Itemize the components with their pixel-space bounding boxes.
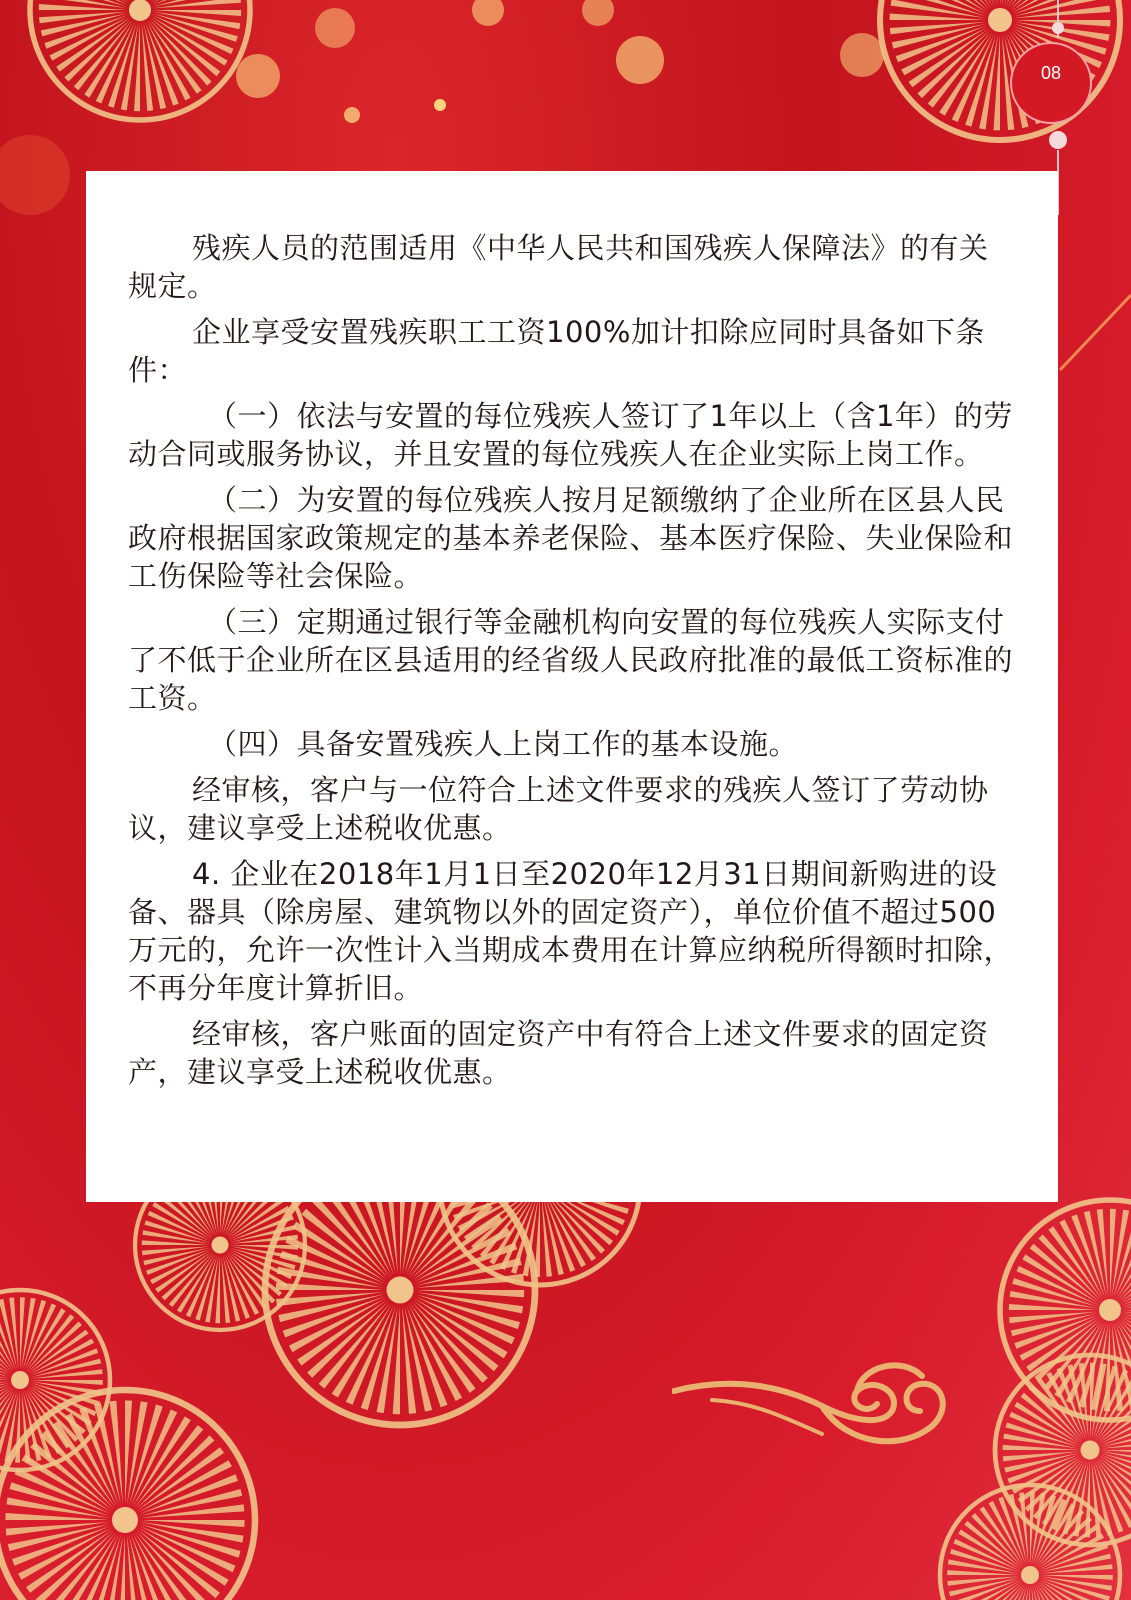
content-card [86, 171, 1058, 1202]
auspicious-cloud-icon [672, 1356, 962, 1466]
light-streak [1060, 295, 1131, 370]
page-number: 08 [1040, 63, 1062, 83]
paragraph: 企业享受安置残疾职工工资100%加计扣除应同时具备如下条件： [128, 315, 985, 387]
paragraph: 4. 企业在2018年1月1日至2020年12月31日期间新购进的设备、器具（除房屋、建筑物以外的固定资产），单位价值不超过500万元的，允许一次性计入当期成本费用在计算应纳税所得额时扣除，不再分年度计算折旧。 [128, 857, 1014, 1005]
paragraph: （一）依法与安置的每位残疾人签订了1年以上（含1年）的劳动合同或服务协议，并且安置的每位残疾人在企业实际上岗工作。 [128, 399, 1013, 471]
paragraph: （三）定期通过银行等金融机构向安置的每位残疾人实际支付了不低于企业所在区县适用的经省级人民政府批准的最低工资标准的工资。 [128, 605, 1014, 715]
sunburst-fan-icon [940, 1485, 1120, 1600]
paragraph: （四）具备安置残疾人上岗工作的基本设施。 [208, 727, 799, 761]
paragraph: （二）为安置的每位残疾人按月足额缴纳了企业所在区县人民政府根据国家政策规定的基本养老保险、基本医疗保险、失业保险和工伤保险等社会保险。 [128, 483, 1014, 593]
paragraph: 残疾人员的范围适用《中华人民共和国残疾人保障法》的有关规定。 [128, 231, 989, 303]
paragraph: 经审核，客户与一位符合上述文件要求的残疾人签订了劳动协议，建议享受上述税收优惠。 [128, 773, 989, 845]
article-body [128, 229, 1016, 1099]
paragraph: 经审核，客户账面的固定资产中有符合上述文件要求的固定资产，建议享受上述税收优惠。 [128, 1017, 989, 1089]
sunburst-fan-icon [0, 1390, 255, 1600]
sunburst-fan-icon [30, 0, 250, 120]
